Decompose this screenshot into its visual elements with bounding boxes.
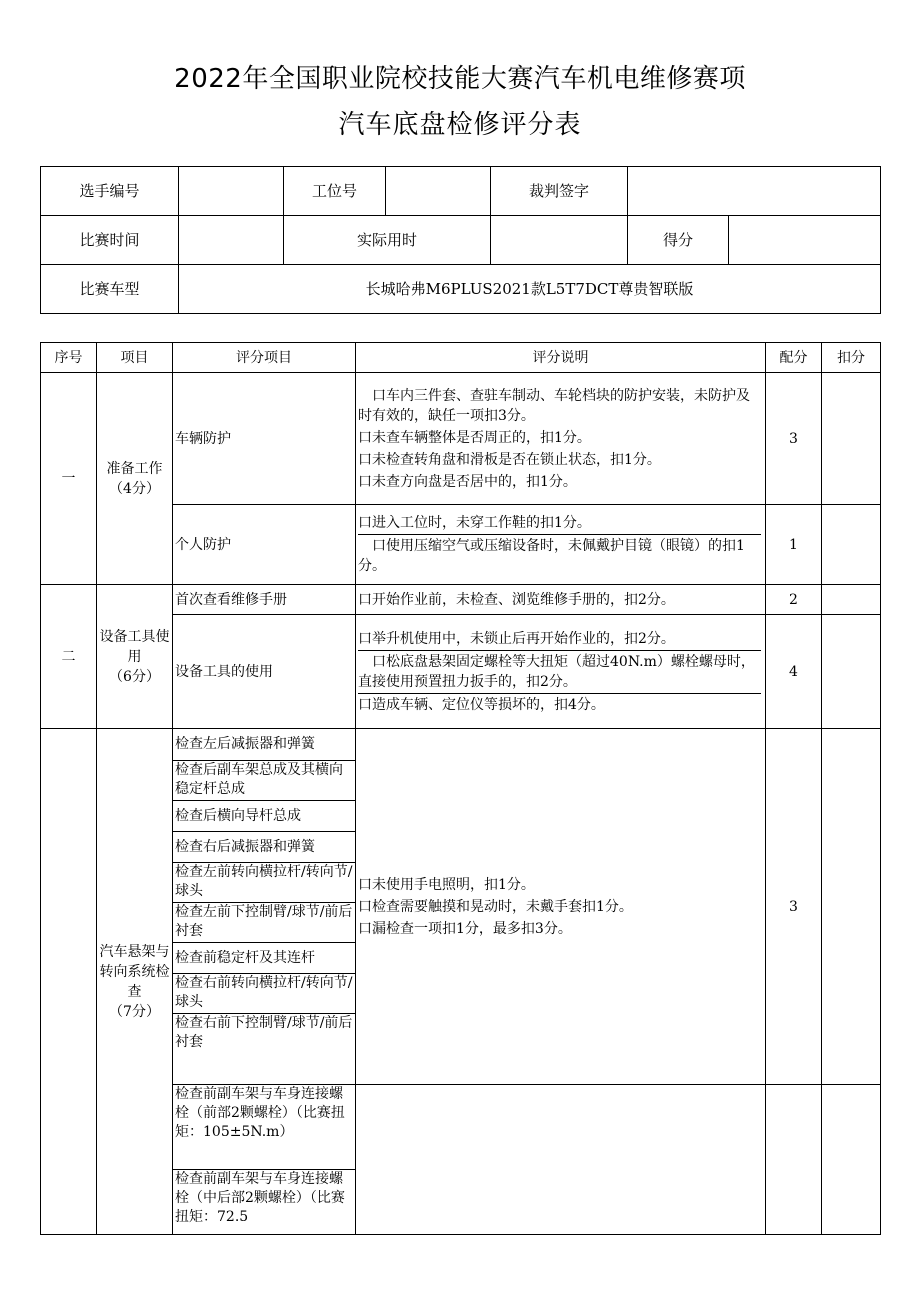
sec1-r2-desc	[356, 505, 766, 585]
sec2-r2-score: 4	[766, 615, 822, 729]
sec3-item-a-9: 检查右前下控制臂/球节/前后衬套	[175, 1015, 353, 1050]
sec2-r1-item: 首次查看维修手册	[173, 585, 356, 615]
sec3-item-a-1: 检查左后减振器和弹簧	[173, 729, 355, 761]
sec3-item-b-2: 检查前副车架与车身连接螺栓（中后部2颗螺栓）（比赛扭矩：72.5	[175, 1171, 345, 1225]
actual-time-field[interactable]	[491, 216, 628, 265]
header-deduction: 扣分	[822, 343, 881, 373]
sec2-r1-desc: 口开始作业前，未检查、浏览维修手册的，扣2分。	[356, 585, 766, 615]
sec2-r1-deduction[interactable]	[822, 585, 881, 615]
sec1-project	[97, 373, 173, 585]
sec3-item-a-7: 检查前稳定杆及其连杆	[173, 943, 355, 974]
sec3-item-a-5: 检查左前转向横拉杆/转向节/球头	[173, 863, 355, 903]
sec1-r1-desc-1: 口车内三件套、查驻车制动、车轮档块的防护安装，未防护及时有效的，缺任一项扣3分。	[358, 387, 750, 424]
header-max-score: 配分	[766, 343, 822, 373]
sec2-r2-desc-2: 口松底盘悬架固定螺栓等大扭矩（超过40N.m）螺栓螺母时，直接使用预置扭力扳手的，扣2分。	[358, 651, 761, 694]
actual-time-label: 实际用时	[284, 216, 491, 265]
sec2-project	[97, 585, 173, 729]
sec1-r2-desc-1: 口进入工位时，未穿工作鞋的扣1分。	[358, 512, 761, 535]
header-project: 项目	[97, 343, 173, 373]
sec3-item-b-1: 检查前副车架与车身连接螺栓（前部2颗螺栓）（比赛扭矩：105±5N.m）	[173, 1085, 355, 1170]
sec2-r2-desc-1: 口举升机使用中，未锁止后再开始作业的，扣2分。	[358, 628, 761, 651]
sec1-r1-desc-4: 口未查方向盘是否居中的，扣1分。	[358, 473, 577, 490]
sec3-desc-a-3: 口漏检查一项扣1分，最多扣3分。	[358, 920, 572, 937]
page-title-line1: 2022年全国职业院校技能大赛汽车机电维修赛项	[174, 64, 746, 94]
sec3-points: （7分）	[109, 1003, 160, 1020]
sec1-r2-score: 1	[766, 505, 822, 585]
sec2-r2-item: 设备工具的使用	[173, 615, 356, 729]
contestant-no-label: 选手编号	[41, 167, 179, 216]
sec1-no: 一	[41, 373, 97, 585]
contestant-no-field[interactable]	[179, 167, 284, 216]
header-no: 序号	[41, 343, 97, 373]
sec3-items-b	[173, 1085, 356, 1235]
judge-signature-field[interactable]	[628, 167, 881, 216]
vehicle-value: 长城哈弗M6PLUS2021款L5T7DCT尊贵智联版	[179, 265, 881, 314]
sec3-item-a-2: 检查后副车架总成及其横向稳定杆总成	[173, 761, 355, 801]
sec3-name: 汽车悬架与转向系统检查	[99, 943, 170, 1000]
scoring-table	[40, 342, 881, 1235]
sec3-items-a	[173, 729, 356, 1085]
sec3-score-a: 3	[766, 729, 822, 1085]
header-scoring-desc: 评分说明	[356, 343, 766, 373]
sec3-deduction-a[interactable]	[822, 729, 881, 1085]
sec3-desc-a-2: 口检查需要触摸和晃动时，未戴手套扣1分。	[358, 898, 633, 915]
sec1-r1-deduction[interactable]	[822, 373, 881, 505]
sec3-item-a-4: 检查右后减振器和弹簧	[173, 832, 355, 863]
sec3-project	[97, 729, 173, 1235]
score-field[interactable]	[729, 216, 881, 265]
sec2-r2-desc	[356, 615, 766, 729]
sec1-r2-desc-2: 口使用压缩空气或压缩设备时，未佩戴护目镜（眼镜）的扣1分。	[358, 538, 745, 574]
header-scoring-item: 评分项目	[173, 343, 356, 373]
sec3-desc-b	[356, 1085, 766, 1235]
station-no-label: 工位号	[284, 167, 386, 216]
station-no-field[interactable]	[386, 167, 491, 216]
sec3-desc-a	[356, 729, 766, 1085]
contest-info-table	[40, 166, 881, 314]
sec1-r2-item: 个人防护	[173, 505, 356, 585]
sec1-r1-item: 车辆防护	[173, 373, 356, 505]
sec3-item-a-3: 检查后横向导杆总成	[173, 801, 355, 832]
sec3-desc-a-1: 口未使用手电照明，扣1分。	[358, 876, 535, 893]
contest-time-label: 比赛时间	[41, 216, 179, 265]
score-label: 得分	[628, 216, 729, 265]
sec3-no	[41, 729, 97, 1235]
sec1-r1-desc-3: 口未检查转角盘和滑板是否在锁止状态，扣1分。	[358, 451, 661, 468]
sec3-item-a-8: 检查右前转向横拉杆/转向节/球头	[173, 974, 355, 1014]
sec2-no: 二	[41, 585, 97, 729]
sec2-r2-desc-3: 口造成车辆、定位仪等损坏的，扣4分。	[358, 696, 605, 713]
sec3-item-a-6: 检查左前下控制臂/球节/前后衬套	[173, 903, 355, 943]
sec1-points: （4分）	[109, 480, 160, 497]
judge-signature-label: 裁判签字	[491, 167, 628, 216]
sec1-r1-desc-2: 口未查车辆整体是否周正的，扣1分。	[358, 429, 591, 446]
sec3-score-b	[766, 1085, 822, 1235]
sec1-r1-score: 3	[766, 373, 822, 505]
sec2-points: （6分）	[109, 668, 160, 685]
sec1-r2-deduction[interactable]	[822, 505, 881, 585]
sec2-r2-deduction[interactable]	[822, 615, 881, 729]
sec2-name: 设备工具使用	[99, 628, 170, 665]
sec1-r1-desc	[356, 373, 766, 505]
sec3-deduction-b[interactable]	[822, 1085, 881, 1235]
sec1-name: 准备工作	[106, 460, 163, 477]
page-title-line2: 汽车底盘检修评分表	[338, 110, 582, 140]
sec2-r1-score: 2	[766, 585, 822, 615]
vehicle-label: 比赛车型	[41, 265, 179, 314]
contest-time-field[interactable]	[179, 216, 284, 265]
